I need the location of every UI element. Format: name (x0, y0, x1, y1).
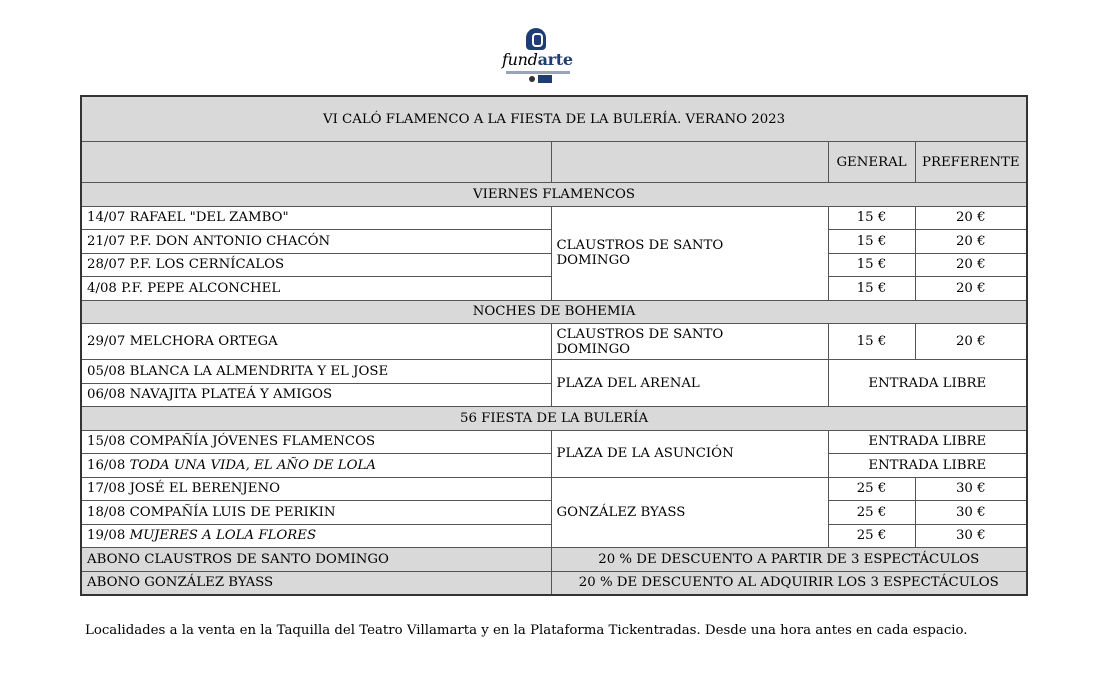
fundarte-mark-icon (526, 28, 546, 50)
logo-tagline-icon (506, 71, 570, 74)
table-row (81, 360, 1027, 384)
price-preferente: 20 € (915, 206, 1027, 230)
section-row (81, 183, 1027, 207)
price-general: 15 € (828, 206, 915, 230)
entrada-libre: ENTRADA LIBRE (828, 454, 1027, 478)
abono-desc: 20 % DE DESCUENTO AL ADQUIRIR LOS 3 ESPECTÁCULOS (551, 571, 1027, 595)
price-general: 15 € (828, 324, 915, 360)
event-cell: 21/07 P.F. DON ANTONIO CHACÓN (81, 230, 551, 254)
venue-arenal: PLAZA DEL ARENAL (551, 360, 828, 407)
event-cell: 19/08 MUJERES A LOLA FLORES (81, 524, 551, 548)
header-general: GENERAL (828, 142, 915, 183)
price-preferente: 30 € (915, 501, 1027, 525)
price-general: 15 € (828, 277, 915, 301)
table-row (81, 430, 1027, 454)
abono-row (81, 548, 1027, 572)
price-general: 25 € (828, 477, 915, 501)
price-preferente: 20 € (915, 253, 1027, 277)
logo-emblem-icon (529, 76, 535, 82)
table-row (81, 206, 1027, 230)
section-row (81, 300, 1027, 324)
event-cell: 16/08 TODA UNA VIDA, EL AÑO DE LOLA (81, 454, 551, 478)
abono-row (81, 571, 1027, 595)
event-cell: 4/08 P.F. PEPE ALCONCHEL (81, 277, 551, 301)
abono-desc: 20 % DE DESCUENTO A PARTIR DE 3 ESPECTÁCULOS (551, 548, 1027, 572)
logo-wordmark: fundarte (502, 50, 573, 69)
event-cell: 29/07 MELCHORA ORTEGA (81, 324, 551, 360)
venue-claustros: CLAUSTROS DE SANTO DOMINGO (551, 324, 828, 360)
price-preferente: 30 € (915, 477, 1027, 501)
price-general: 15 € (828, 253, 915, 277)
section-fiesta: 56 FIESTA DE LA BULERÍA (81, 407, 1027, 431)
table-title-row (81, 96, 1027, 142)
event-cell: 05/08 BLANCA LA ALMENDRITA Y EL JOSE (81, 360, 551, 384)
section-bohemia: NOCHES DE BOHEMIA (81, 300, 1027, 324)
section-viernes: VIERNES FLAMENCOS (81, 183, 1027, 207)
column-header-row (81, 142, 1027, 183)
event-cell: 18/08 COMPAÑÍA LUIS DE PERIKIN (81, 501, 551, 525)
price-preferente: 20 € (915, 230, 1027, 254)
table-title: VI CALÓ FLAMENCO A LA FIESTA DE LA BULERÍA. VERANO 2023 (81, 96, 1027, 142)
entrada-libre: ENTRADA LIBRE (828, 430, 1027, 454)
table-row (81, 324, 1027, 360)
venue-byass: GONZÁLEZ BYASS (551, 477, 828, 548)
price-preferente: 20 € (915, 324, 1027, 360)
table-row (81, 477, 1027, 501)
venue-claustros: CLAUSTROS DE SANTO DOMINGO (551, 206, 828, 300)
program-table (80, 95, 1028, 596)
event-cell: 15/08 COMPAÑÍA JÓVENES FLAMENCOS (81, 430, 551, 454)
price-preferente: 30 € (915, 524, 1027, 548)
blank-header (81, 142, 551, 183)
fundarte-logo (496, 26, 576, 90)
header-preferente: PREFERENTE (915, 142, 1027, 183)
event-cell: 14/07 RAFAEL "DEL ZAMBO" (81, 206, 551, 230)
logo-sponsor-icon (538, 75, 552, 83)
abono-name: ABONO GONZÁLEZ BYASS (81, 571, 551, 595)
abono-name: ABONO CLAUSTROS DE SANTO DOMINGO (81, 548, 551, 572)
price-general: 25 € (828, 524, 915, 548)
footer-note: Localidades a la venta en la Taquilla del Teatro Villamarta y en la Plataforma Tickentradas. Desde una hora antes en cada espacio. (85, 623, 968, 638)
event-cell: 28/07 P.F. LOS CERNÍCALOS (81, 253, 551, 277)
section-row (81, 407, 1027, 431)
price-general: 25 € (828, 501, 915, 525)
entrada-libre: ENTRADA LIBRE (828, 360, 1027, 407)
venue-asuncion: PLAZA DE LA ASUNCIÓN (551, 430, 828, 477)
blank-header (551, 142, 828, 183)
event-cell: 06/08 NAVAJITA PLATEÁ Y AMIGOS (81, 383, 551, 407)
price-preferente: 20 € (915, 277, 1027, 301)
event-cell: 17/08 JOSÉ EL BERENJENO (81, 477, 551, 501)
price-general: 15 € (828, 230, 915, 254)
